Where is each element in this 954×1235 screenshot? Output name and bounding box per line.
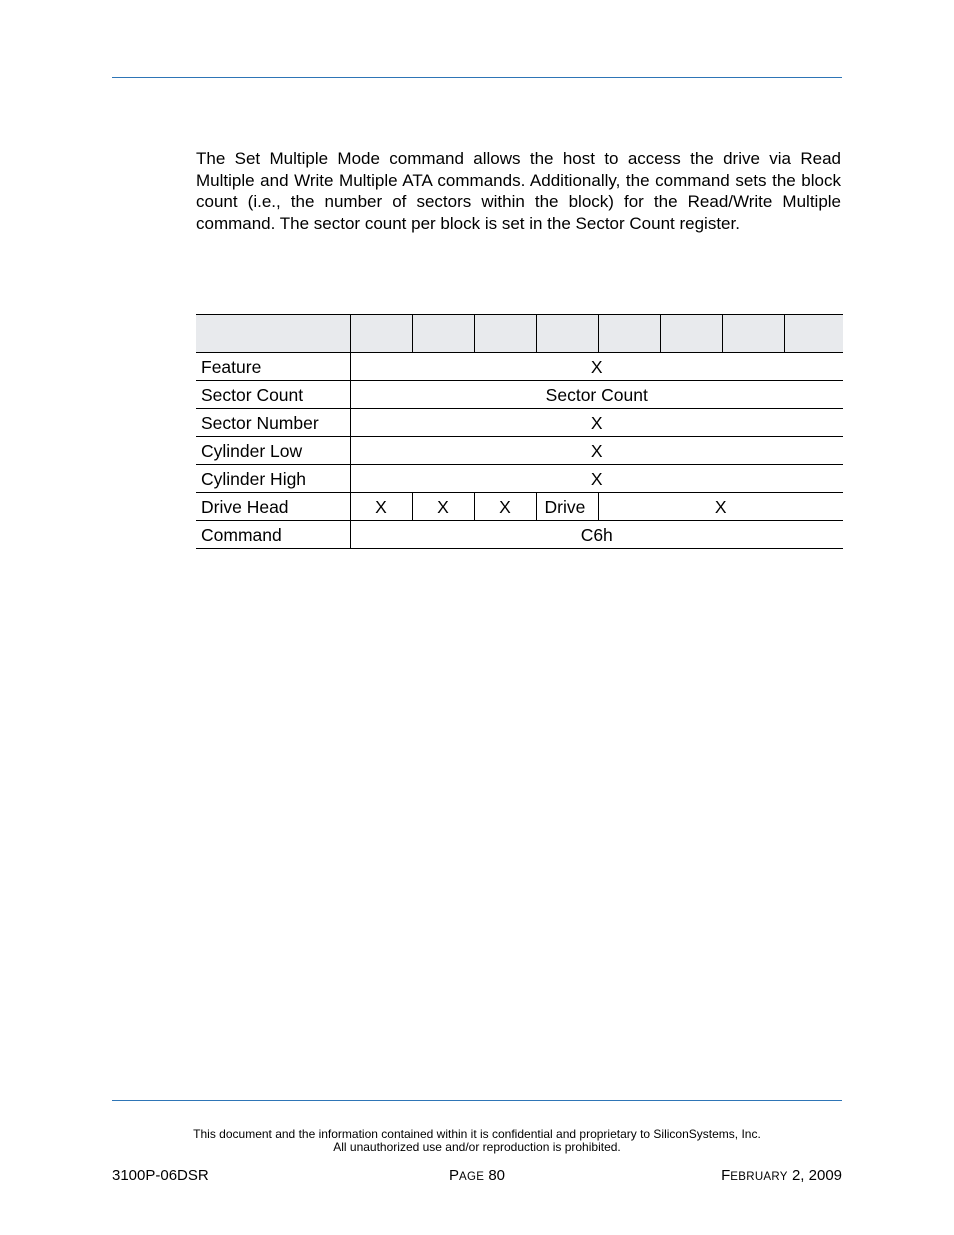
- table-row: [196, 409, 843, 437]
- row-label: Sector Number: [196, 409, 350, 437]
- confidentiality-line: All unauthorized use and/or reproduction is prohibited.: [333, 1140, 621, 1154]
- table-row: [196, 521, 843, 549]
- document-date: FEBRUARY 2, 2009: [721, 1167, 842, 1184]
- page-number: PAGE 80: [448, 1167, 506, 1184]
- header-cell: [722, 315, 784, 353]
- header-cell: [598, 315, 660, 353]
- bit-cell: X: [350, 493, 412, 521]
- header-cell: [536, 315, 598, 353]
- row-value: X: [350, 353, 843, 381]
- table-row: [196, 381, 843, 409]
- body-paragraph: The Set Multiple Mode command allows the host to access the drive via Read Multiple and Write Multiple ATA commands. Additionally, the command sets the block count (i.e., the number of sectors within the block) for the Read/Write Multiple command. The sector count per block is set in the Sector Count register.: [196, 149, 841, 234]
- footer-rule: [112, 1100, 842, 1101]
- row-value: C6h: [350, 521, 843, 549]
- row-label: Sector Count: [196, 381, 350, 409]
- bit-cell: X: [412, 493, 474, 521]
- header-rule: [112, 77, 842, 78]
- row-label: Drive Head: [196, 493, 350, 521]
- header-cell: [350, 315, 412, 353]
- row-value: Sector Count: [350, 381, 843, 409]
- row-value: X: [598, 493, 843, 521]
- table-row: [196, 353, 843, 381]
- table-row: [196, 493, 843, 521]
- table-row: [196, 465, 843, 493]
- row-label: Command: [196, 521, 350, 549]
- row-label: Cylinder High: [196, 465, 350, 493]
- bit-cell: X: [474, 493, 536, 521]
- row-label: Cylinder Low: [196, 437, 350, 465]
- row-label: Feature: [196, 353, 350, 381]
- register-table: [196, 314, 843, 549]
- table-row: [196, 437, 843, 465]
- header-cell: [196, 315, 350, 353]
- document-id: 3100P-06DSR: [112, 1167, 209, 1184]
- confidentiality-line: This document and the information contained within it is confidential and proprietary to SiliconSystems, Inc.: [193, 1127, 761, 1141]
- confidentiality-notice: [112, 1128, 842, 1154]
- row-value: X: [350, 437, 843, 465]
- bit-cell-drive: Drive: [536, 493, 598, 521]
- header-cell: [474, 315, 536, 353]
- row-value: X: [350, 465, 843, 493]
- header-cell: [412, 315, 474, 353]
- header-cell: [784, 315, 843, 353]
- row-value: X: [350, 409, 843, 437]
- table-header-row: [196, 315, 843, 353]
- header-cell: [660, 315, 722, 353]
